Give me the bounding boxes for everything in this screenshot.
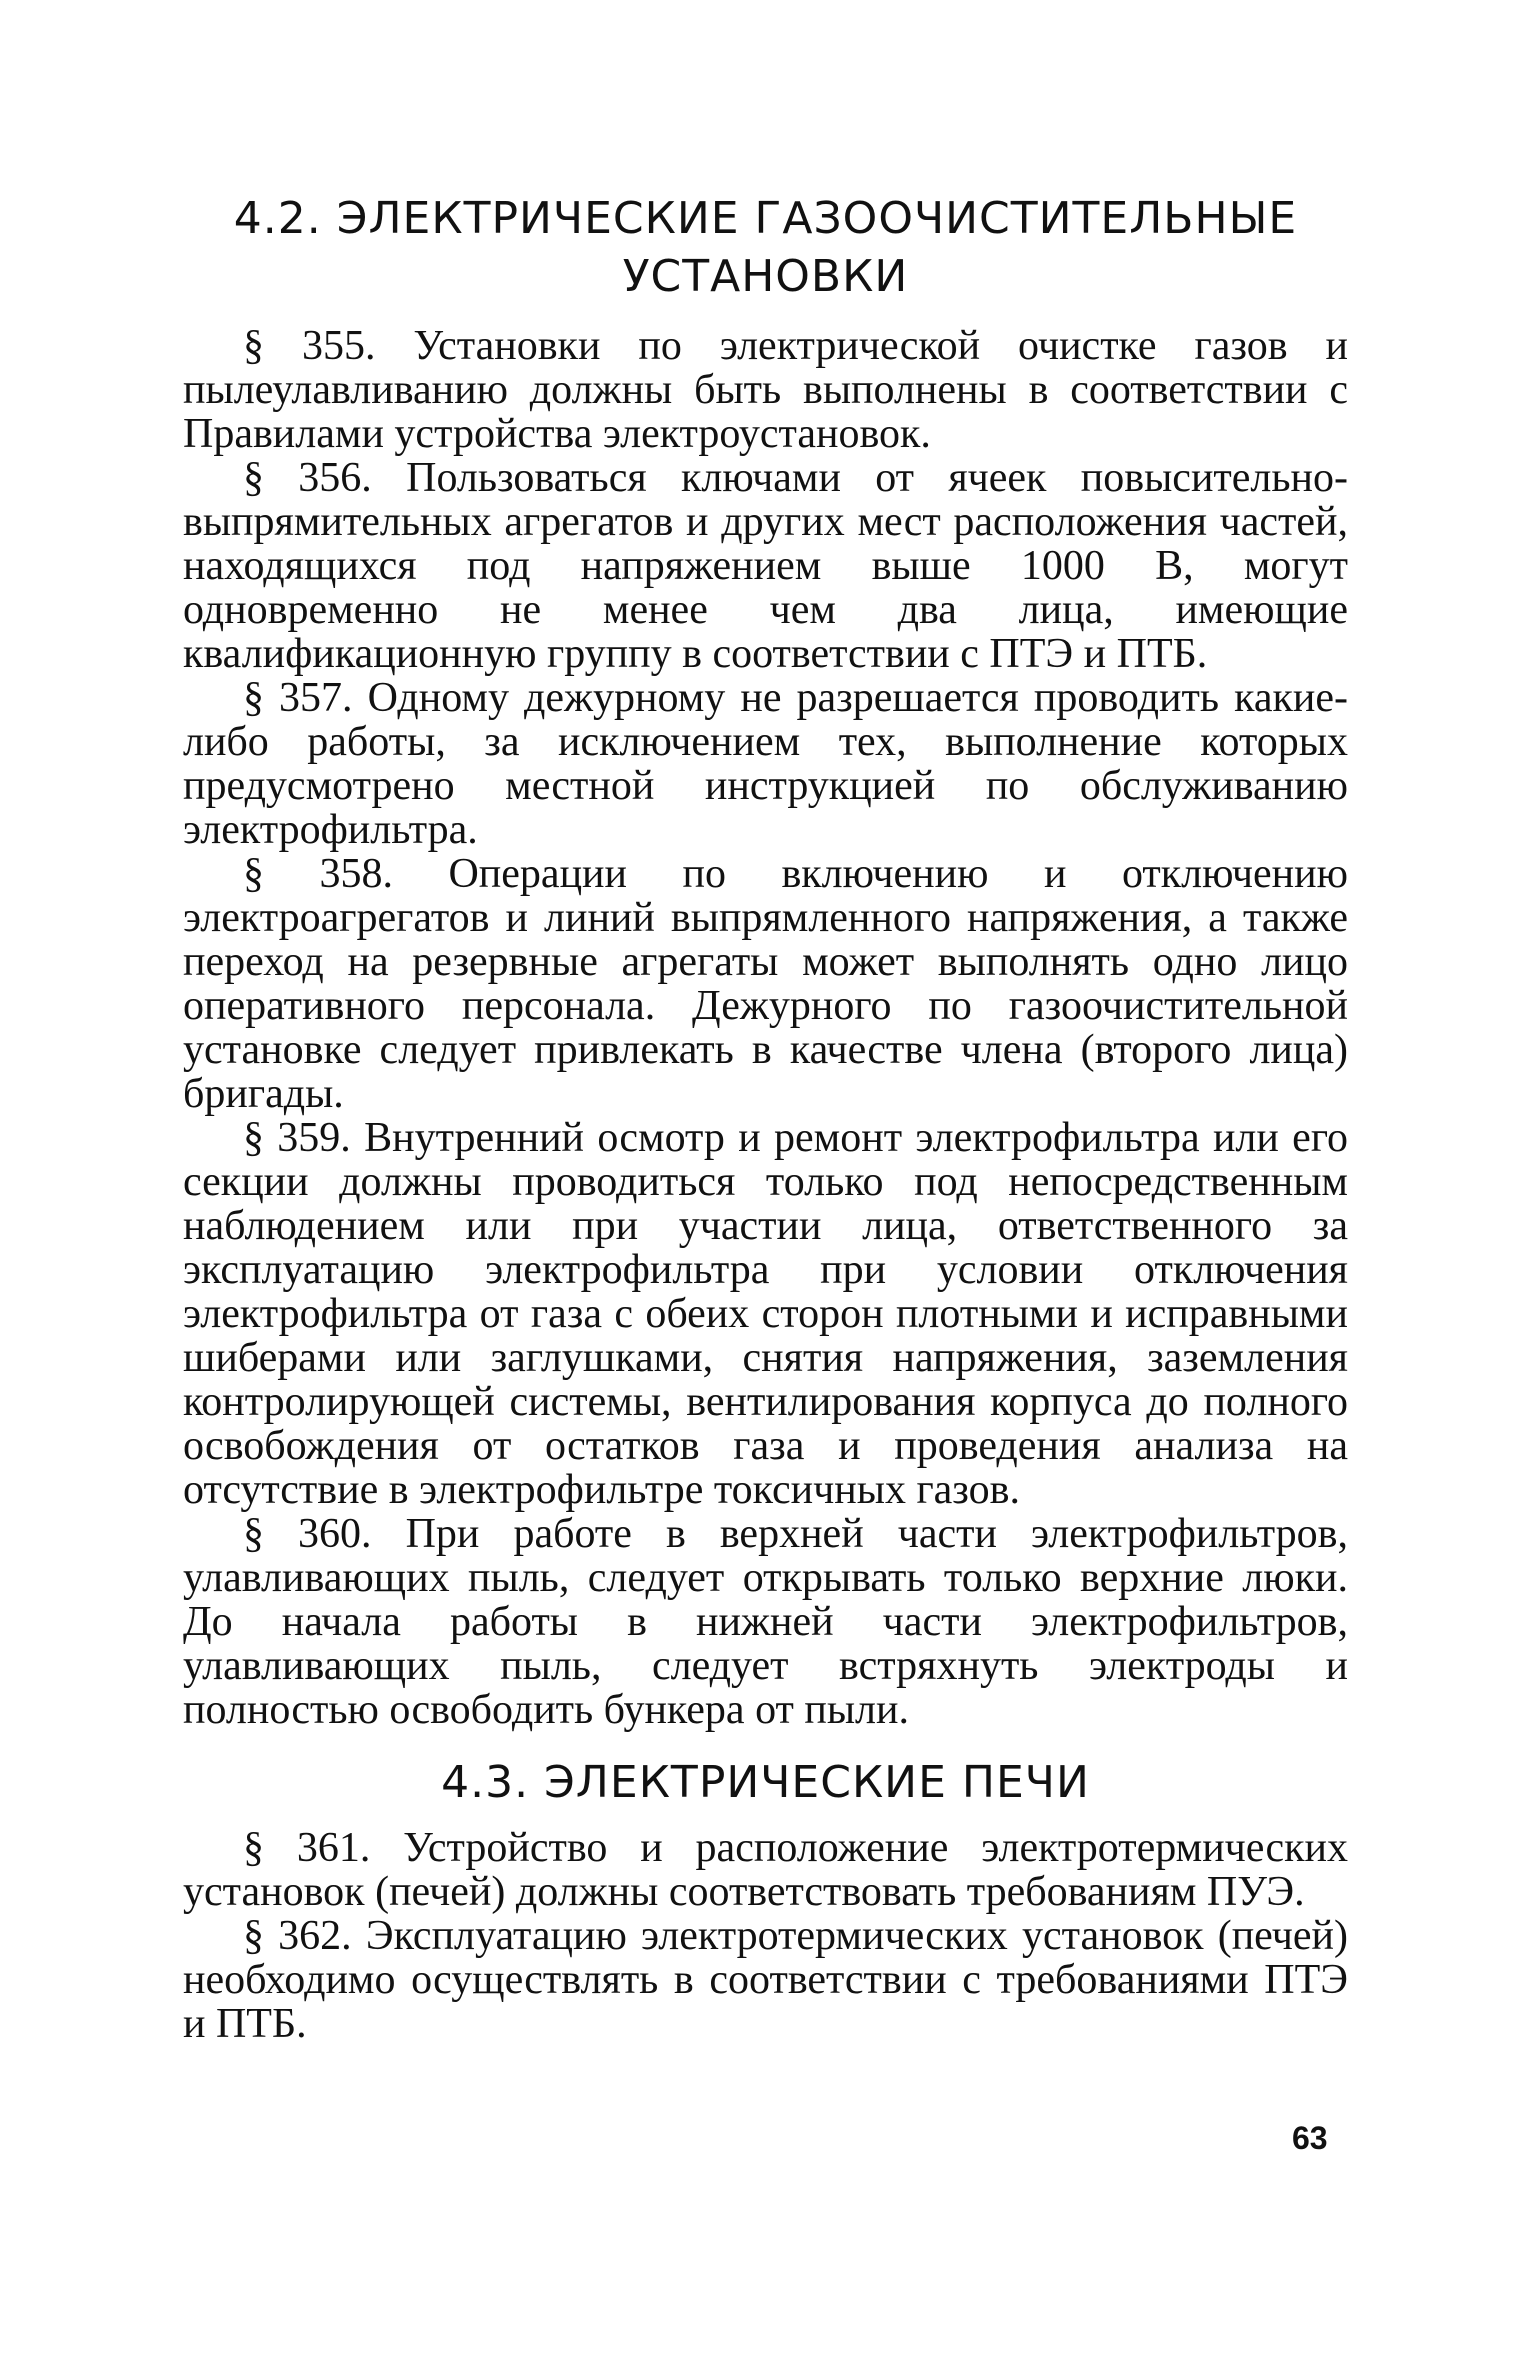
section-4-2-heading-line2: УСТАНОВКИ <box>622 251 909 302</box>
paragraph-357: § 357. Одному дежурному не разрешается проводить какие-либо работы, за исключением тех, выполнение которых предусмотрено местной инструкцией по обслуживанию электрофильтра. <box>183 675 1348 853</box>
paragraph-360: § 360. При работе в верхней части электрофильтров, улавливающих пыль, следует открывать только верхние люки. До начала работы в нижней части электрофильтров, улавливающих пыль, следует встряхнуть электроды и полностью освободить бункера от пыли. <box>183 1511 1348 1733</box>
section-4-2-heading <box>183 190 1348 306</box>
page-number: 63 <box>1292 2120 1328 2156</box>
paragraph-355: § 355. Установки по электрической очистке газов и пылеулавливанию должны быть выполнены в соответствии с Правилами устройства электроустановок. <box>183 323 1348 457</box>
paragraph-358: § 358. Операции по включению и отключению электроагрегатов и линий выпрямленного напряжения, а также переход на резервные агрегаты может выполнять одно лицо оперативного персонала. Дежурного по газоочистительной установке следует привлекать в качестве члена (второго лица) бригады. <box>183 851 1348 1117</box>
paragraph-359: § 359. Внутренний осмотр и ремонт электрофильтра или его секции должны проводиться только под непосредственным наблюдением или при участии лица, ответственного за эксплуатацию электрофильтра при условии отключения электрофильтра от газа с обеих сторон плотными и исправными шиберами или заглушками, снятия напряжения, заземления контролирующей системы, вентилирования корпуса до полного освобождения от остатков газа и проведения анализа на отсутствие в электрофильтре токсичных газов. <box>183 1115 1348 1513</box>
paragraph-356: § 356. Пользоваться ключами от ячеек повысительно-выпрямительных агрегатов и других мест расположения частей, находящихся под напряжением выше 1000 В, могут одновременно не менее чем два лица, имеющие квалификационную группу в соответствии с ПТЭ и ПТБ. <box>183 455 1348 677</box>
paragraph-362: § 362. Эксплуатацию электротермических установок (печей) необходимо осуществлять в соответствии с требованиями ПТЭ и ПТБ. <box>183 1913 1348 2047</box>
section-4-3-heading: 4.3. ЭЛЕКТРИЧЕСКИЕ ПЕЧИ <box>441 1757 1090 1808</box>
section-4-2-heading-line1: 4.2. ЭЛЕКТРИЧЕСКИЕ ГАЗООЧИСТИТЕЛЬНЫЕ <box>233 193 1298 244</box>
paragraph-361: § 361. Устройство и расположение электротермических установок (печей) должны соответствовать требованиям ПУЭ. <box>183 1825 1348 1915</box>
page-body <box>183 190 1348 2046</box>
